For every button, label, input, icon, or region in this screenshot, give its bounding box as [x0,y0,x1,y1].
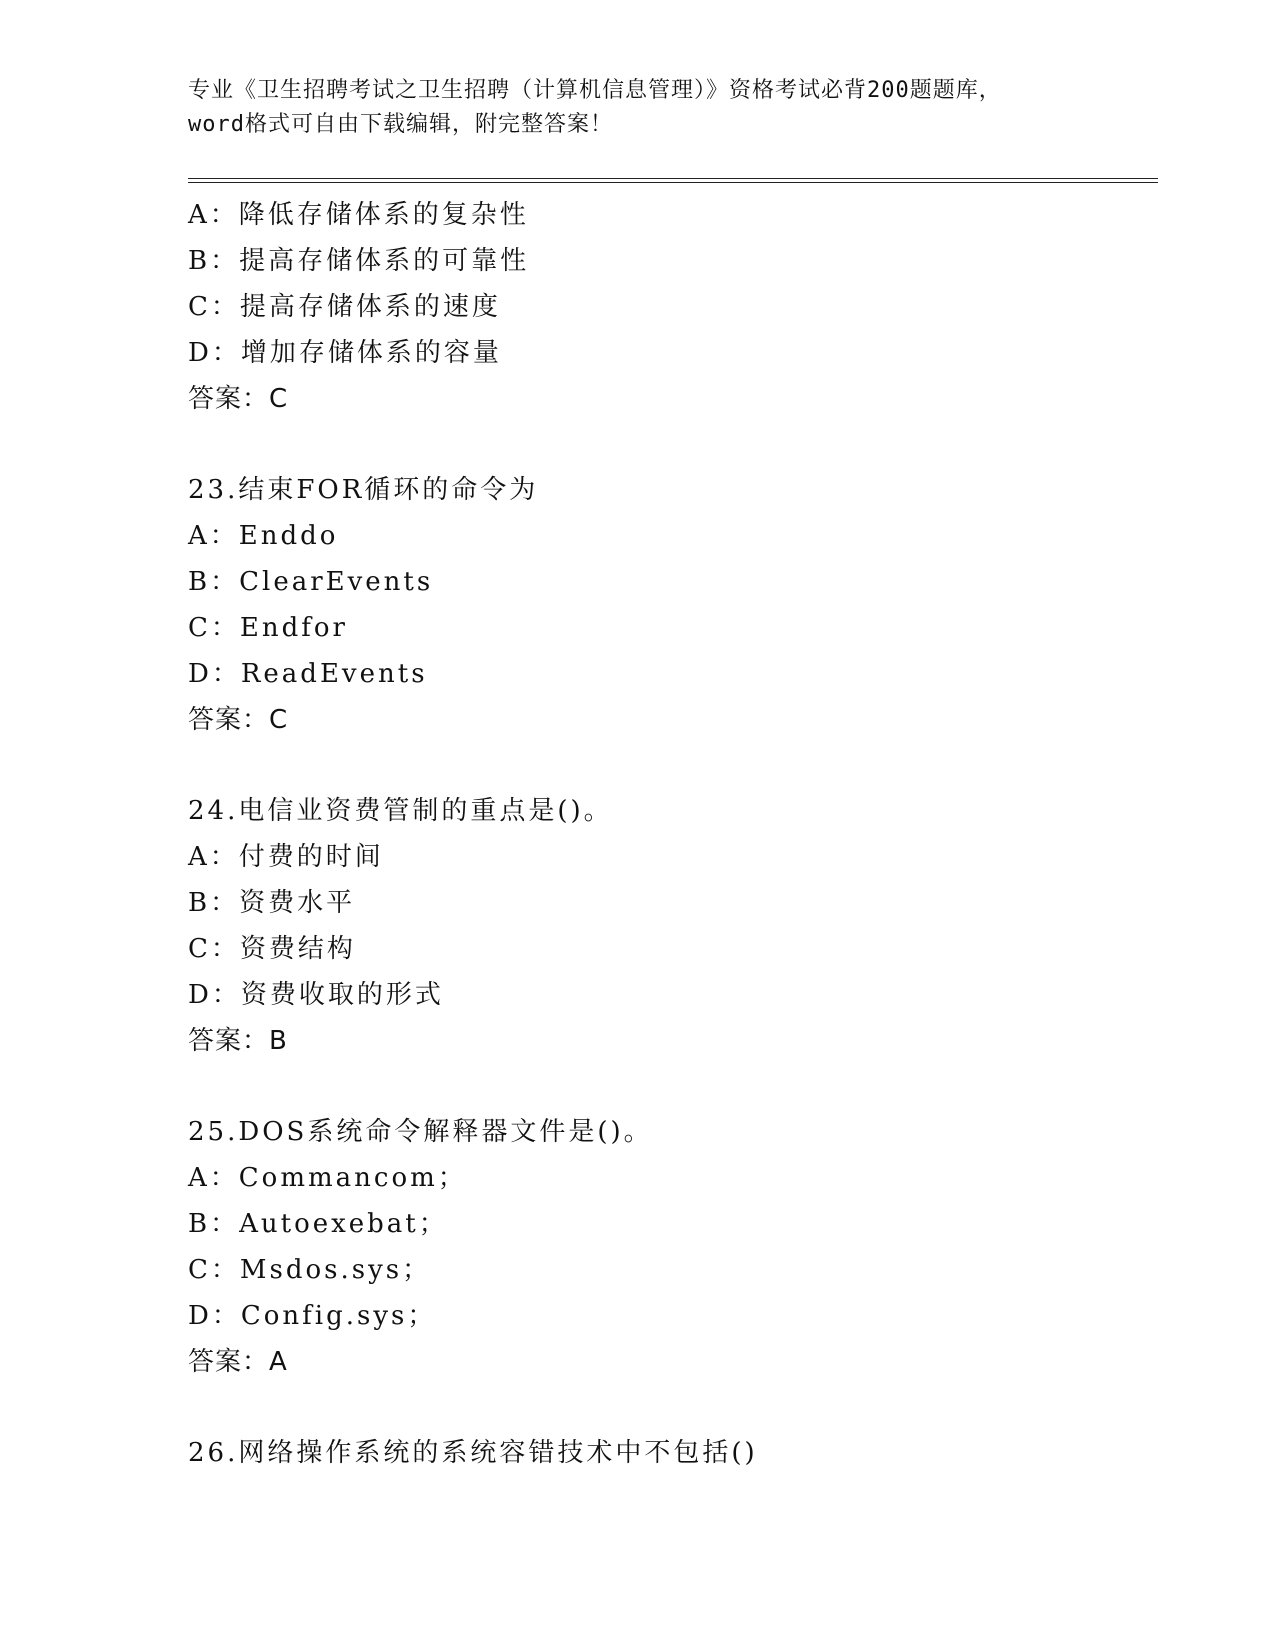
option-a: A：降低存储体系的复杂性 [188,200,529,230]
block-spacer [188,1385,1148,1430]
question-text: 26.网络操作系统的系统容错技术中不包括() [188,1438,758,1468]
question-block-23 [188,467,1148,743]
option-c: C：Endfor [188,613,348,643]
question-block-24 [188,788,1148,1064]
option-b: B：Autoexebat； [188,1209,448,1239]
header-line-2: word格式可自由下载编辑，附完整答案！ [188,112,613,137]
block-spacer [188,1064,1148,1109]
document-header [188,74,1088,142]
option-b: B：ClearEvents [188,567,434,597]
option-a: A：Enddo [188,521,339,551]
answer: 答案：C [188,705,289,735]
answer: 答案：B [188,1026,288,1056]
header-divider [188,178,1158,183]
option-d: D：Config.sys； [188,1301,437,1331]
option-a: A：Commancom； [188,1163,467,1193]
block-spacer [188,743,1148,788]
question-text: 23.结束FOR循环的命令为 [188,475,539,505]
question-list [188,192,1148,1476]
option-c: C：提高存储体系的速度 [188,292,501,322]
option-a: A：付费的时间 [188,842,384,872]
header-line-1: 专业《卫生招聘考试之卫生招聘（计算机信息管理）》资格考试必背200题题库， [188,78,1002,103]
question-block-25 [188,1109,1148,1385]
option-d: D：资费收取的形式 [188,980,444,1010]
option-c: C：资费结构 [188,934,356,964]
answer: 答案：C [188,384,289,414]
option-d: D：增加存储体系的容量 [188,338,502,368]
answer: 答案：A [188,1347,288,1377]
question-block-22 [188,192,1148,422]
option-b: B：提高存储体系的可靠性 [188,246,530,276]
question-block-26 [188,1430,1148,1476]
option-b: B：资费水平 [188,888,356,918]
question-text: 25.DOS系统命令解释器文件是()。 [188,1117,653,1147]
option-d: D：ReadEvents [188,659,428,689]
option-c: C：Msdos.sys； [188,1255,432,1285]
question-text: 24.电信业资费管制的重点是()。 [188,796,613,826]
block-spacer [188,422,1148,467]
